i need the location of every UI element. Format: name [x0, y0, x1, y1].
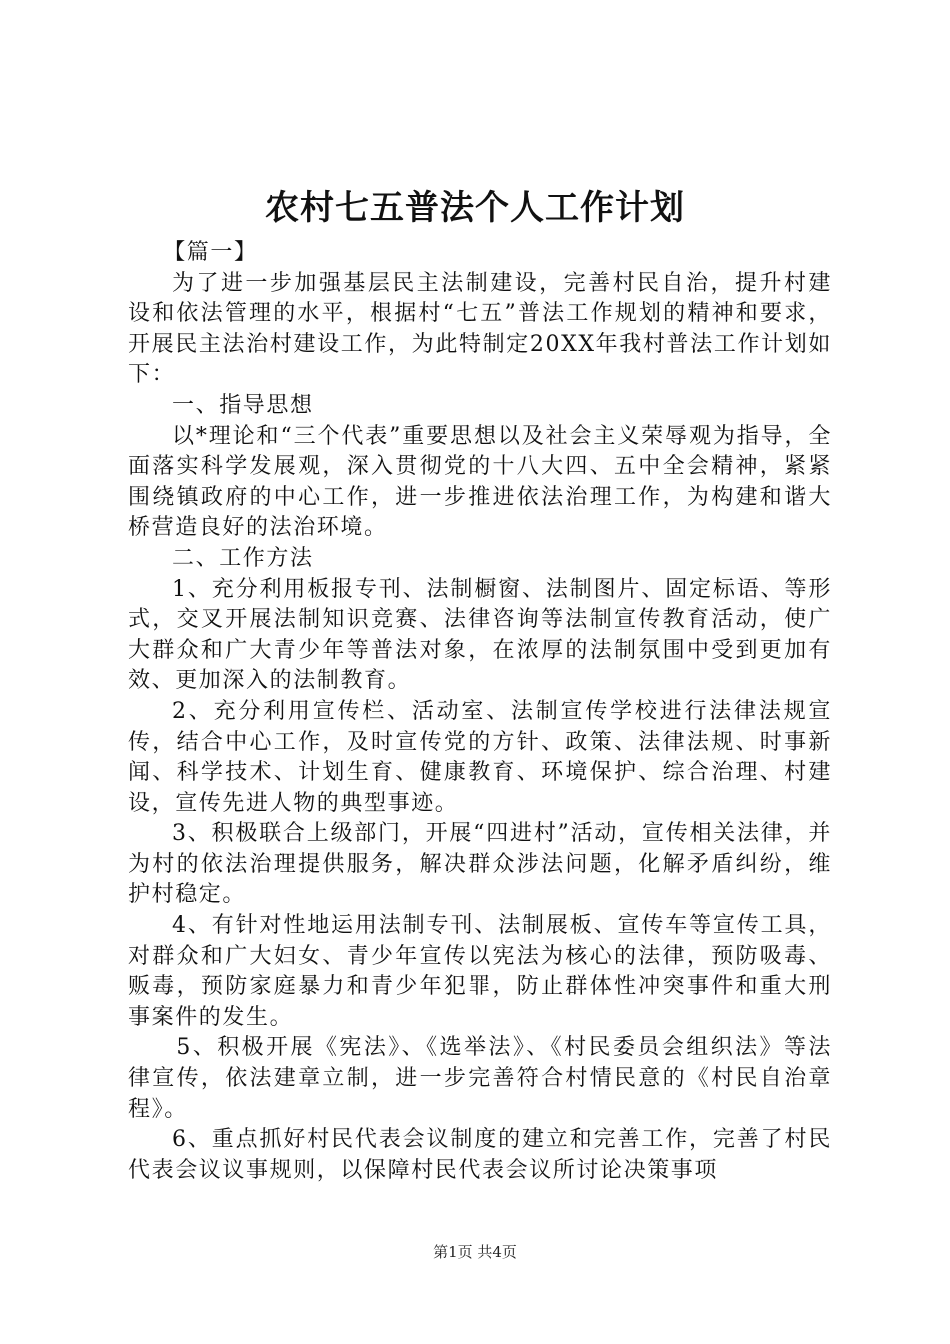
heading-guiding-ideology: 一、指导思想 [172, 392, 314, 418]
heading-work-methods: 二、工作方法 [172, 545, 314, 571]
method-item-6: 6、重点抓好村民代表会议制度的建立和完善工作，完善了村民代表会议议事规则，以保障村民代表会议所讨论决策事项 [128, 1127, 832, 1183]
guiding-ideology-paragraph: 以*理论和“三个代表”重要思想以及社会主义荣辱观为指导，全面落实科学发展观，深入贯彻党的十八大四、五中全会精神，紧紧围绕镇政府的中心工作，进一步推进依法治理工作，为构建和谐大桥营造良好的法治环境。 [128, 423, 832, 541]
document-body [128, 238, 832, 1186]
section-label: 【篇一】 [163, 240, 258, 265]
page-footer: 第1页 共4页 [433, 1243, 517, 1261]
document-title: 农村七五普法个人工作计划 [265, 188, 685, 228]
intro-paragraph: 为了进一步加强基层民主法制建设，完善村民自治，提升村建设和依法管理的水平，根据村“七五”普法工作规划的精神和要求，开展民主法治村建设工作，为此特制定20XX年我村普法工作计划如下： [128, 270, 832, 388]
method-item-3: 3、积极联合上级部门，开展“四进村”活动，宣传相关法律，并为村的依法治理提供服务，解决群众涉法问题，化解矛盾纠纷，维护村稳定。 [128, 821, 832, 908]
method-item-4: 4、有针对性地运用法制专刊、法制展板、宣传车等宣传工具，对群众和广大妇女、青少年宣传以宪法为核心的法律，预防吸毒、贩毒，预防家庭暴力和青少年犯罪，防止群体性冲突事件和重大刑事案件的发生。 [128, 913, 832, 1030]
method-item-2: 2、充分利用宣传栏、活动室、法制宣传学校进行法律法规宣传，结合中心工作，及时宣传党的方针、政策、法律法规、时事新闻、科学技术、计划生育、健康教育、环境保护、综合治理、村建设，宣传先进人物的典型事迹。 [128, 698, 832, 816]
method-item-1: 1、充分利用板报专刊、法制橱窗、法制图片、固定标语、等形式，交叉开展法制知识竞赛、法律咨询等法制宣传教育活动，使广大群众和广大青少年等普法对象，在浓厚的法制氛围中受到更加有效、更加深入的法制教育。 [128, 576, 832, 694]
method-item-5: 5、积极开展《宪法》、《选举法》、《村民委员会组织法》等法律宣传，依法建章立制，进一步完善符合村情民意的《村民自治章程》。 [128, 1035, 832, 1122]
